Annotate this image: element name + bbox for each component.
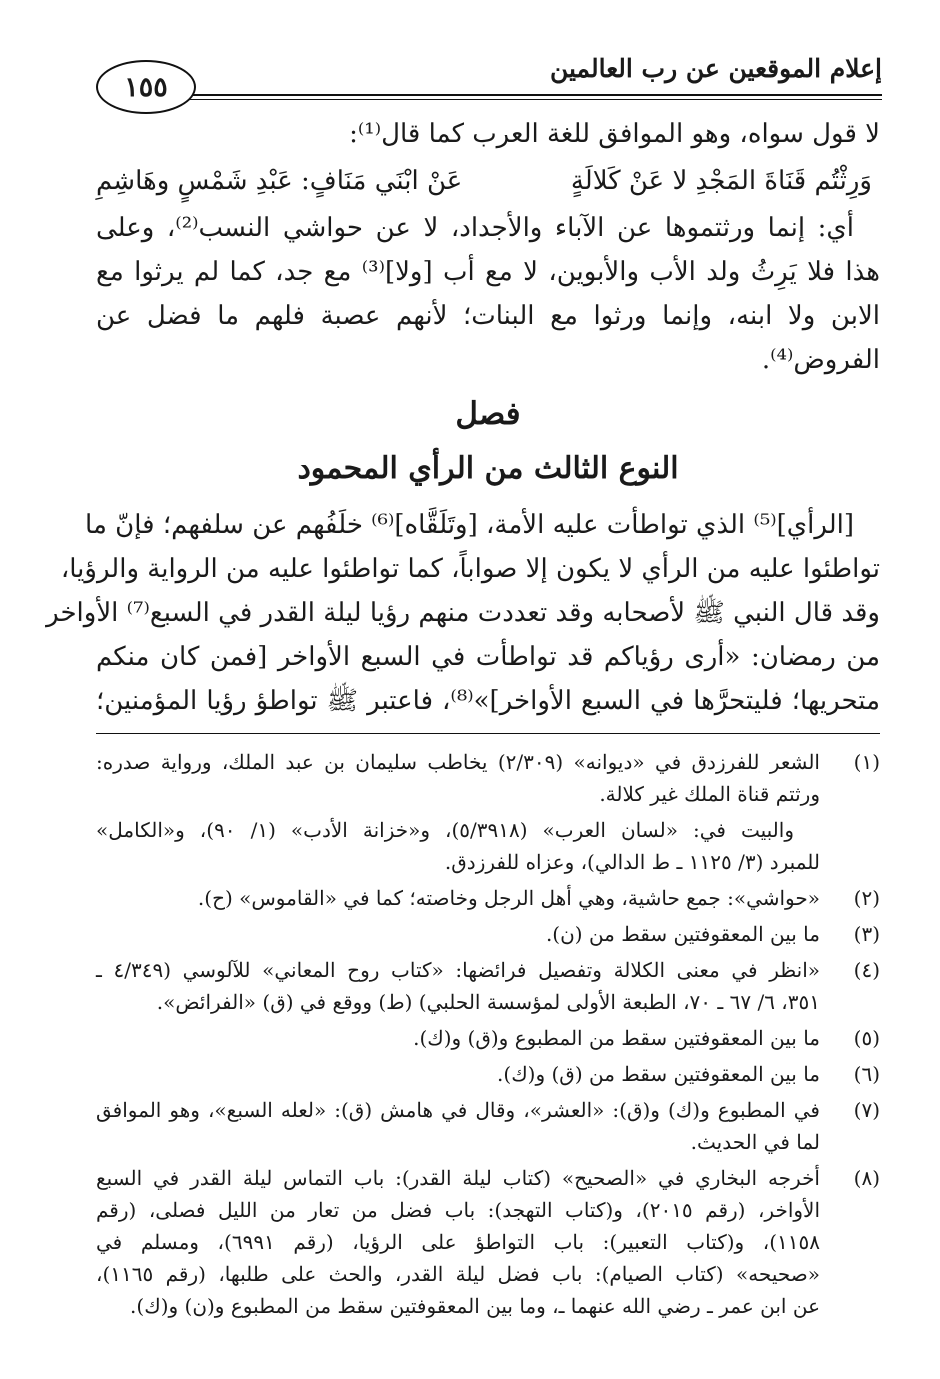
text-line: الابن ولا ابنه، وإنما ورثوا مع البنات؛ لأنهم عصبة فلهم ما فضل عن bbox=[96, 301, 880, 331]
footnote-line: ١١٥٨)، و(كتاب التعبير): باب التواطؤ على الرؤيا، (رقم ٦٩٩١)، ومسلم في bbox=[96, 1230, 820, 1254]
footnote-number: (٣) bbox=[853, 922, 880, 946]
footnote-number: (١) bbox=[853, 750, 880, 774]
text-line: [الرأي]⁽⁵⁾ الذي تواطأت عليه الأمة، [وتَلَقَّاه]⁽⁶⁾ خلَفُهم عن سلفهم؛ فإنّ ما bbox=[85, 510, 854, 540]
text-line: تواطئوا عليه من الرأي لا يكون إلا صواباً، كما تواطئوا عليه من الرواية والرؤيا، bbox=[60, 554, 880, 584]
text-line: متحريها؛ فليتحرَّها في السبع الأواخر]»⁽⁸⁾، فاعتبر ﷺ تواطؤ رؤيا المؤمنين؛ bbox=[96, 686, 881, 716]
text-line: أي: إنما ورثتموها عن الآباء والأجداد، لا عن حواشي النسب⁽²⁾، وعلى bbox=[96, 213, 854, 243]
verse-second-hemistich: عَنْ ابْنَي مَنَافٍ: عَبْدِ شَمْسٍ وهَاشِمِ bbox=[96, 166, 463, 196]
header-rule bbox=[166, 94, 882, 100]
body-text-top bbox=[96, 112, 880, 382]
footnote-number: (٦) bbox=[853, 1062, 880, 1086]
footnote-line: ٣٥١، ٦/ ٦٧ ـ ٧٠، الطبعة الأولى لمؤسسة الحلبي) (ط) ووقع في (ق) «الفرائض». bbox=[156, 990, 820, 1014]
footnote-line: ما بين المعقوفتين سقط من المطبوع و(ق) و(ك). bbox=[413, 1026, 820, 1050]
footnote-number: (٧) bbox=[853, 1098, 880, 1122]
running-header bbox=[96, 52, 882, 108]
footnote-line: أخرجه البخاري في «الصحيح» (كتاب ليلة القدر): باب التماس ليلة القدر في السبع bbox=[96, 1166, 820, 1190]
footnote-number: (٢) bbox=[853, 886, 880, 910]
page-number: ١٥٥ bbox=[124, 71, 168, 103]
footnote-1-continued bbox=[96, 814, 880, 878]
footnote-line: الأواخر، (رقم ٢٠١٥)، و(كتاب التهجد): باب فضل من تعار من الليل فصلى، (رقم bbox=[96, 1198, 820, 1222]
verse-first-hemistich: وَرِثْتُم قَنَاةَ المَجْدِ لا عَنْ كَلالَةٍ bbox=[570, 166, 872, 196]
footnote-line: للمبرد (٣/ ١١٢٥ ـ ط الدالي)، وعزاه للفرزدق. bbox=[444, 850, 820, 874]
footnote-line: «حواشي»: جمع حاشية، وهي أهل الرجل وخاصته؛ كما في «القاموس» (ح). bbox=[197, 886, 820, 910]
footnote-line: الشعر للفرزدق في «ديوانه» (٢/٣٠٩) يخاطب سليمان بن عبد الملك، ورواية صدره: bbox=[96, 750, 820, 774]
footnote-5 bbox=[96, 1022, 880, 1054]
footnote-line: ما بين المعقوفتين سقط من (ن). bbox=[545, 922, 820, 946]
header-title: إعلام الموقعين عن رب العالمين bbox=[549, 54, 882, 83]
page-number-badge bbox=[96, 60, 196, 114]
footnote-8 bbox=[96, 1162, 880, 1322]
footnote-2 bbox=[96, 882, 880, 914]
footnote-line: عن ابن عمر ـ رضي الله عنهما ـ، وما بين المعقوفتين سقط من المطبوع و(ن) و(ك). bbox=[130, 1294, 820, 1318]
footnote-4 bbox=[96, 954, 880, 1018]
text-line: من رمضان: «أرى رؤياكم قد تواطأت في السبع الأواخر [فمن كان منكم bbox=[96, 642, 880, 672]
text-line: الفروض⁽⁴⁾. bbox=[761, 345, 880, 375]
footnote-separator bbox=[96, 733, 880, 734]
text-line: هذا فلا يَرِثُ ولد الأب والأبوين، لا مع أب [ولا]⁽³⁾ مع جد، كما لم يرثوا مع bbox=[96, 257, 880, 287]
footnote-line: ورثتم قناة الملك غير كلالة. bbox=[599, 782, 820, 806]
footnote-line: في المطبوع و(ك) و(ق): «العشر»، وقال في هامش (ق): «لعله السبع»، وهو الموافق bbox=[96, 1098, 820, 1122]
section-heading: النوع الثالث من الرأي المحمود bbox=[297, 451, 679, 486]
footnote-7 bbox=[96, 1094, 880, 1158]
footnote-number: (٤) bbox=[853, 958, 880, 982]
footnote-line: ما بين المعقوفتين سقط من (ق) و(ك). bbox=[497, 1062, 820, 1086]
footnote-line: «صحيحه» (كتاب الصيام): باب فضل ليلة القدر، والحث على طلبها، (رقم ١١٦٥)، bbox=[96, 1262, 820, 1286]
footnote-3 bbox=[96, 918, 880, 950]
footnote-6 bbox=[96, 1058, 880, 1090]
poetry-verse bbox=[96, 156, 880, 206]
footnote-line: «انظر في معنى الكلالة وتفصيل فرائضها: «كتاب روح المعاني» للآلوسي (٤/٣٤٩ ـ bbox=[96, 958, 820, 982]
footnote-line: لما في الحديث. bbox=[690, 1130, 820, 1154]
footnote-number: (٨) bbox=[853, 1166, 880, 1190]
fasl-heading: فصل bbox=[455, 396, 521, 432]
footnote-1 bbox=[96, 746, 880, 810]
footnote-number: (٥) bbox=[853, 1026, 880, 1050]
body-text-section bbox=[46, 503, 881, 723]
footnote-line: والبيت في: «لسان العرب» (٥/٣٩١٨)، و«خزانة الأدب» (١/ ٩٠)، و«الكامل» bbox=[96, 818, 794, 842]
text-line: وقد قال النبي ﷺ لأصحابه وقد تعددت منهم رؤيا ليلة القدر في السبع⁽⁷⁾ الأواخر bbox=[46, 598, 880, 628]
text-line: لا قول سواه، وهو الموافق للغة العرب كما قال⁽¹⁾: bbox=[349, 119, 880, 149]
footnotes bbox=[96, 746, 880, 1326]
